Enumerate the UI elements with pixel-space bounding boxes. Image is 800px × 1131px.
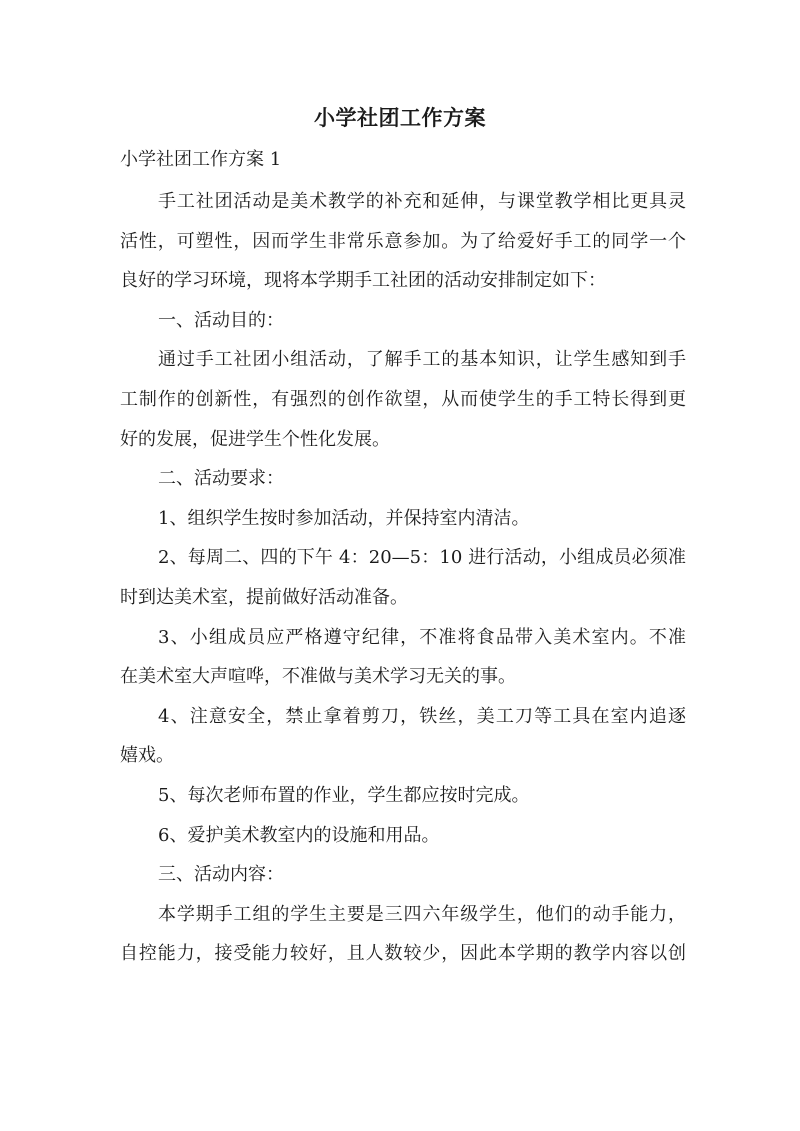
text-line: 2、每周二、四的下午 4：20—5：10 进行活动，小组成员必须准 — [158, 547, 686, 569]
text-line: 嬉戏。 — [120, 745, 174, 767]
text-line: 6、爱护美术教室内的设施和用品。 — [158, 824, 440, 846]
text-line: 三、活动内容： — [158, 864, 284, 886]
document-title: 小学社团工作方案 — [314, 105, 486, 130]
text-line: 活性，可塑性，因而学生非常乐意参加。为了给爱好手工的同学一个 — [120, 230, 686, 252]
document-body — [120, 182, 686, 974]
text-line: 本学期手工组的学生主要是三四六年级学生，他们的动手能力， — [158, 903, 686, 925]
text-line: 自控能力，接受能力较好，且人数较少，因此本学期的教学内容以创 — [120, 943, 686, 965]
text-line: 一、活动目的： — [158, 309, 284, 331]
text-line: 时到达美术室，提前做好活动准备。 — [120, 586, 408, 608]
text-line: 好的发展，促进学生个性化发展。 — [120, 428, 390, 450]
text-line: 良好的学习环境，现将本学期手工社团的活动安排制定如下： — [120, 270, 606, 292]
text-line: 工制作的创新性，有强烈的创作欲望，从而使学生的手工特长得到更 — [120, 388, 686, 410]
text-line: 3、小组成员应严格遵守纪律，不准将食品带入美术室内。不准 — [158, 626, 686, 648]
document-subtitle: 小学社团工作方案 1 — [120, 149, 282, 170]
text-line: 在美术室大声喧哗，不准做与美术学习无关的事。 — [120, 666, 516, 688]
text-line: 通过手工社团小组活动，了解手工的基本知识，让学生感知到手 — [158, 349, 686, 371]
text-line: 1、组织学生按时参加活动，并保持室内清洁。 — [158, 507, 530, 529]
text-line: 5、每次老师布置的作业，学生都应按时完成。 — [158, 784, 530, 806]
text-line: 手工社团活动是美术教学的补充和延伸，与课堂教学相比更具灵 — [158, 191, 686, 212]
text-line: 4、注意安全，禁止拿着剪刀，铁丝，美工刀等工具在室内追逐 — [158, 705, 686, 727]
text-line: 二、活动要求： — [158, 468, 284, 490]
